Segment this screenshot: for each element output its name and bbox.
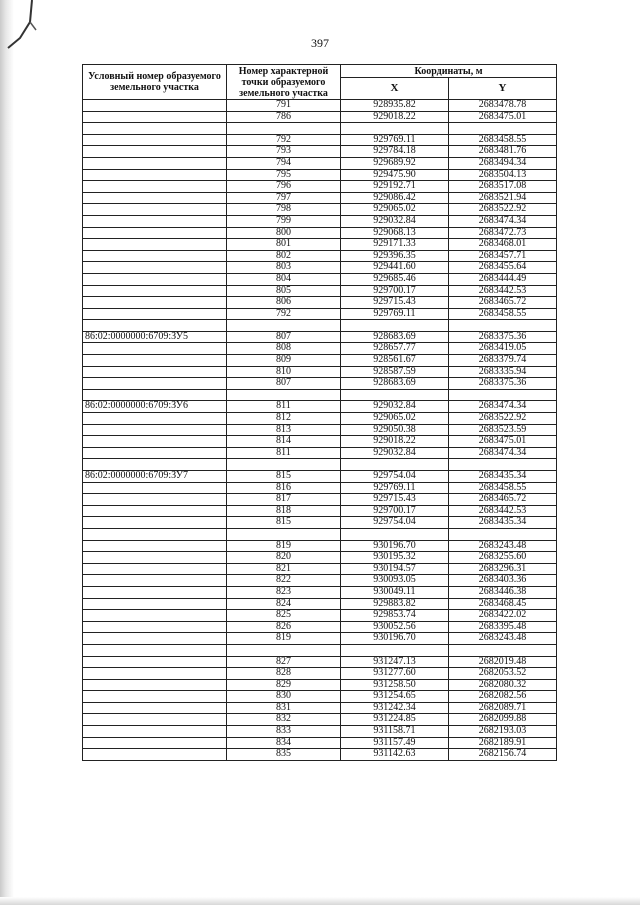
y-cell: 2682080.32	[449, 679, 557, 691]
x-cell: 929018.22	[341, 436, 449, 448]
plot-cell	[83, 459, 227, 471]
scan-shadow-left	[0, 0, 14, 905]
x-cell: 931254.65	[341, 691, 449, 703]
table-row	[83, 749, 557, 761]
plot-cell	[83, 250, 227, 262]
table-row	[83, 563, 557, 575]
table-row	[83, 540, 557, 552]
point-cell: 822	[227, 575, 341, 587]
x-cell: 930194.57	[341, 563, 449, 575]
y-cell: 2683243.48	[449, 540, 557, 552]
plot-cell	[83, 204, 227, 216]
staple-mark	[2, 0, 42, 70]
table-row	[83, 621, 557, 633]
x-cell: 929769.11	[341, 482, 449, 494]
y-cell	[449, 644, 557, 656]
point-cell	[227, 389, 341, 401]
x-cell	[341, 459, 449, 471]
table-row	[83, 726, 557, 738]
header-x: X	[341, 78, 449, 100]
plot-cell	[83, 343, 227, 355]
y-cell	[449, 123, 557, 135]
point-cell: 805	[227, 285, 341, 297]
y-cell: 2683458.55	[449, 482, 557, 494]
plot-cell	[83, 621, 227, 633]
y-cell: 2683522.92	[449, 413, 557, 425]
y-cell: 2682189.91	[449, 737, 557, 749]
x-cell: 931242.34	[341, 702, 449, 714]
table-row	[83, 517, 557, 529]
y-cell: 2683468.01	[449, 239, 557, 251]
table-row	[83, 691, 557, 703]
y-cell	[449, 459, 557, 471]
y-cell: 2682053.52	[449, 668, 557, 680]
table-row	[83, 181, 557, 193]
plot-cell	[83, 702, 227, 714]
table-row	[83, 250, 557, 262]
table-row	[83, 111, 557, 123]
point-cell: 809	[227, 355, 341, 367]
page-number: 397	[311, 36, 329, 50]
scan-shadow-bottom	[0, 897, 640, 905]
table-row	[83, 285, 557, 297]
plot-cell	[83, 123, 227, 135]
point-cell: 835	[227, 749, 341, 761]
x-cell: 929171.33	[341, 239, 449, 251]
table-row	[83, 273, 557, 285]
plot-cell	[83, 726, 227, 738]
table-row	[83, 505, 557, 517]
x-cell: 929065.02	[341, 413, 449, 425]
point-cell: 807	[227, 378, 341, 390]
plot-cell	[83, 355, 227, 367]
plot-cell	[83, 215, 227, 227]
table-row	[83, 424, 557, 436]
table-row	[83, 668, 557, 680]
point-cell: 819	[227, 540, 341, 552]
point-cell: 808	[227, 343, 341, 355]
plot-cell	[83, 482, 227, 494]
table-row	[83, 215, 557, 227]
y-cell: 2683435.34	[449, 517, 557, 529]
point-cell: 797	[227, 192, 341, 204]
y-cell	[449, 389, 557, 401]
plot-cell	[83, 505, 227, 517]
x-cell: 929086.42	[341, 192, 449, 204]
table-row	[83, 401, 557, 413]
y-cell: 2683375.36	[449, 331, 557, 343]
x-cell	[341, 644, 449, 656]
y-cell: 2683458.55	[449, 134, 557, 146]
y-cell: 2683422.02	[449, 610, 557, 622]
plot-cell	[83, 494, 227, 506]
y-cell: 2683446.38	[449, 586, 557, 598]
plot-cell: 86:02:0000000:6709:ЗУ7	[83, 471, 227, 483]
point-cell	[227, 528, 341, 540]
x-cell	[341, 123, 449, 135]
y-cell: 2683523.59	[449, 424, 557, 436]
plot-cell	[83, 575, 227, 587]
plot-cell	[83, 239, 227, 251]
plot-cell	[83, 586, 227, 598]
point-cell: 802	[227, 250, 341, 262]
y-cell: 2683395.48	[449, 621, 557, 633]
table-row	[83, 308, 557, 320]
point-cell: 792	[227, 308, 341, 320]
x-cell: 929769.11	[341, 134, 449, 146]
y-cell: 2683457.71	[449, 250, 557, 262]
x-cell	[341, 528, 449, 540]
x-cell: 929700.17	[341, 285, 449, 297]
table-row	[83, 459, 557, 471]
plot-cell	[83, 320, 227, 332]
point-cell: 827	[227, 656, 341, 668]
x-cell: 929018.22	[341, 111, 449, 123]
x-cell: 928561.67	[341, 355, 449, 367]
point-cell: 796	[227, 181, 341, 193]
y-cell: 2683494.34	[449, 157, 557, 169]
y-cell: 2683335.94	[449, 366, 557, 378]
table-row	[83, 714, 557, 726]
table-row	[83, 528, 557, 540]
point-cell: 811	[227, 401, 341, 413]
plot-cell	[83, 528, 227, 540]
x-cell: 931258.50	[341, 679, 449, 691]
plot-cell	[83, 610, 227, 622]
x-cell: 929715.43	[341, 494, 449, 506]
x-cell	[341, 320, 449, 332]
x-cell: 929784.18	[341, 146, 449, 158]
x-cell: 929192.71	[341, 181, 449, 193]
plot-cell	[83, 749, 227, 761]
table-row	[83, 355, 557, 367]
plot-cell	[83, 517, 227, 529]
point-cell: 803	[227, 262, 341, 274]
point-cell: 824	[227, 598, 341, 610]
y-cell: 2683474.34	[449, 401, 557, 413]
point-cell	[227, 644, 341, 656]
table-row	[83, 644, 557, 656]
table-row	[83, 146, 557, 158]
point-cell: 823	[227, 586, 341, 598]
table-row	[83, 157, 557, 169]
point-cell: 821	[227, 563, 341, 575]
y-cell: 2683474.34	[449, 215, 557, 227]
point-cell: 814	[227, 436, 341, 448]
x-cell: 929050.38	[341, 424, 449, 436]
y-cell: 2683442.53	[449, 505, 557, 517]
plot-cell	[83, 424, 227, 436]
point-cell: 817	[227, 494, 341, 506]
point-cell: 832	[227, 714, 341, 726]
x-cell	[341, 389, 449, 401]
y-cell: 2683296.31	[449, 563, 557, 575]
plot-cell: 86:02:0000000:6709:ЗУ5	[83, 331, 227, 343]
header-coordinates: Координаты, м	[341, 65, 557, 78]
y-cell: 2683472.73	[449, 227, 557, 239]
table-row	[83, 262, 557, 274]
point-cell: 804	[227, 273, 341, 285]
point-cell: 834	[227, 737, 341, 749]
point-cell: 818	[227, 505, 341, 517]
point-cell: 799	[227, 215, 341, 227]
plot-cell	[83, 157, 227, 169]
point-cell	[227, 459, 341, 471]
header-plot: Условный номер образуемого земельного участка	[83, 65, 227, 100]
y-cell	[449, 528, 557, 540]
x-cell: 928683.69	[341, 378, 449, 390]
point-cell: 811	[227, 447, 341, 459]
table-row	[83, 366, 557, 378]
plot-cell	[83, 714, 227, 726]
point-cell: 798	[227, 204, 341, 216]
table-row	[83, 343, 557, 355]
plot-cell	[83, 100, 227, 112]
table-row	[83, 204, 557, 216]
plot-cell	[83, 436, 227, 448]
x-cell: 930049.11	[341, 586, 449, 598]
table-row	[83, 378, 557, 390]
y-cell: 2683419.05	[449, 343, 557, 355]
point-cell: 794	[227, 157, 341, 169]
plot-cell	[83, 633, 227, 645]
point-cell: 815	[227, 517, 341, 529]
table-row	[83, 471, 557, 483]
point-cell	[227, 123, 341, 135]
plot-cell	[83, 389, 227, 401]
plot-cell	[83, 563, 227, 575]
x-cell: 929032.84	[341, 215, 449, 227]
header-y: Y	[449, 78, 557, 100]
y-cell: 2683465.72	[449, 494, 557, 506]
y-cell: 2683442.53	[449, 285, 557, 297]
table-row	[83, 552, 557, 564]
x-cell: 930196.70	[341, 540, 449, 552]
table-row	[83, 447, 557, 459]
y-cell: 2682089.71	[449, 702, 557, 714]
plot-cell	[83, 111, 227, 123]
x-cell: 930093.05	[341, 575, 449, 587]
x-cell: 929689.92	[341, 157, 449, 169]
y-cell: 2683243.48	[449, 633, 557, 645]
point-cell: 801	[227, 239, 341, 251]
x-cell: 929475.90	[341, 169, 449, 181]
x-cell: 931247.13	[341, 656, 449, 668]
y-cell: 2683255.60	[449, 552, 557, 564]
plot-cell	[83, 273, 227, 285]
table-row	[83, 320, 557, 332]
x-cell: 931157.49	[341, 737, 449, 749]
point-cell: 807	[227, 331, 341, 343]
plot-cell	[83, 297, 227, 309]
point-cell: 826	[227, 621, 341, 633]
y-cell: 2682019.48	[449, 656, 557, 668]
x-cell: 928683.69	[341, 331, 449, 343]
plot-cell: 86:02:0000000:6709:ЗУ6	[83, 401, 227, 413]
table-row	[83, 413, 557, 425]
x-cell: 929769.11	[341, 308, 449, 320]
table-row	[83, 134, 557, 146]
table-row	[83, 331, 557, 343]
point-cell: 810	[227, 366, 341, 378]
y-cell: 2683379.74	[449, 355, 557, 367]
y-cell: 2683478.78	[449, 100, 557, 112]
y-cell: 2683468.45	[449, 598, 557, 610]
plot-cell	[83, 540, 227, 552]
point-cell: 800	[227, 227, 341, 239]
table-row	[83, 575, 557, 587]
point-cell: 831	[227, 702, 341, 714]
plot-cell	[83, 181, 227, 193]
y-cell: 2683475.01	[449, 436, 557, 448]
x-cell: 929065.02	[341, 204, 449, 216]
point-cell: 786	[227, 111, 341, 123]
point-cell: 806	[227, 297, 341, 309]
x-cell: 928587.59	[341, 366, 449, 378]
plot-cell	[83, 366, 227, 378]
x-cell: 929883.82	[341, 598, 449, 610]
y-cell: 2682082.56	[449, 691, 557, 703]
point-cell: 813	[227, 424, 341, 436]
plot-cell	[83, 737, 227, 749]
y-cell: 2682099.88	[449, 714, 557, 726]
plot-cell	[83, 413, 227, 425]
x-cell: 928935.82	[341, 100, 449, 112]
y-cell: 2683458.55	[449, 308, 557, 320]
plot-cell	[83, 668, 227, 680]
table-row	[83, 389, 557, 401]
table-row	[83, 702, 557, 714]
point-cell: 792	[227, 134, 341, 146]
y-cell: 2683435.34	[449, 471, 557, 483]
x-cell: 930195.32	[341, 552, 449, 564]
point-cell: 828	[227, 668, 341, 680]
y-cell: 2683444.49	[449, 273, 557, 285]
x-cell: 929754.04	[341, 471, 449, 483]
plot-cell	[83, 146, 227, 158]
table-row	[83, 192, 557, 204]
point-cell: 820	[227, 552, 341, 564]
x-cell: 930052.56	[341, 621, 449, 633]
point-cell: 825	[227, 610, 341, 622]
y-cell: 2682193.03	[449, 726, 557, 738]
y-cell: 2683403.36	[449, 575, 557, 587]
x-cell: 930196.70	[341, 633, 449, 645]
point-cell: 829	[227, 679, 341, 691]
table-row	[83, 656, 557, 668]
table-row	[83, 227, 557, 239]
point-cell: 815	[227, 471, 341, 483]
x-cell: 929441.60	[341, 262, 449, 274]
y-cell: 2683504.13	[449, 169, 557, 181]
table-row	[83, 482, 557, 494]
x-cell: 931158.71	[341, 726, 449, 738]
x-cell: 929754.04	[341, 517, 449, 529]
point-cell: 795	[227, 169, 341, 181]
x-cell: 931142.63	[341, 749, 449, 761]
table-row	[83, 737, 557, 749]
plot-cell	[83, 169, 227, 181]
table-row	[83, 100, 557, 112]
table-row	[83, 297, 557, 309]
y-cell: 2683465.72	[449, 297, 557, 309]
y-cell: 2683455.64	[449, 262, 557, 274]
plot-cell	[83, 308, 227, 320]
x-cell: 929853.74	[341, 610, 449, 622]
table-row	[83, 239, 557, 251]
x-cell: 928657.77	[341, 343, 449, 355]
point-cell: 830	[227, 691, 341, 703]
plot-cell	[83, 192, 227, 204]
point-cell: 833	[227, 726, 341, 738]
x-cell: 929685.46	[341, 273, 449, 285]
y-cell: 2683481.76	[449, 146, 557, 158]
x-cell: 929032.84	[341, 401, 449, 413]
table-row	[83, 169, 557, 181]
y-cell: 2683474.34	[449, 447, 557, 459]
y-cell	[449, 320, 557, 332]
plot-cell	[83, 691, 227, 703]
plot-cell	[83, 552, 227, 564]
y-cell: 2683517.08	[449, 181, 557, 193]
plot-cell	[83, 227, 227, 239]
plot-cell	[83, 447, 227, 459]
x-cell: 931224.85	[341, 714, 449, 726]
plot-cell	[83, 679, 227, 691]
table-row	[83, 586, 557, 598]
y-cell: 2683375.36	[449, 378, 557, 390]
plot-cell	[83, 656, 227, 668]
table-row	[83, 123, 557, 135]
point-cell	[227, 320, 341, 332]
point-cell: 819	[227, 633, 341, 645]
y-cell: 2683521.94	[449, 192, 557, 204]
y-cell: 2683522.92	[449, 204, 557, 216]
plot-cell	[83, 644, 227, 656]
table-row	[83, 598, 557, 610]
table-row	[83, 679, 557, 691]
x-cell: 929032.84	[341, 447, 449, 459]
x-cell: 929068.13	[341, 227, 449, 239]
x-cell: 929396.35	[341, 250, 449, 262]
plot-cell	[83, 378, 227, 390]
y-cell: 2682156.74	[449, 749, 557, 761]
plot-cell	[83, 285, 227, 297]
x-cell: 931277.60	[341, 668, 449, 680]
table-row	[83, 633, 557, 645]
table-row	[83, 494, 557, 506]
x-cell: 929715.43	[341, 297, 449, 309]
table-row	[83, 436, 557, 448]
header-point: Номер характерной точки образуемого земельного участка	[227, 65, 341, 100]
point-cell: 793	[227, 146, 341, 158]
coordinates-table	[82, 64, 557, 761]
point-cell: 816	[227, 482, 341, 494]
plot-cell	[83, 598, 227, 610]
y-cell: 2683475.01	[449, 111, 557, 123]
point-cell: 791	[227, 100, 341, 112]
plot-cell	[83, 262, 227, 274]
plot-cell	[83, 134, 227, 146]
table-row	[83, 610, 557, 622]
x-cell: 929700.17	[341, 505, 449, 517]
point-cell: 812	[227, 413, 341, 425]
